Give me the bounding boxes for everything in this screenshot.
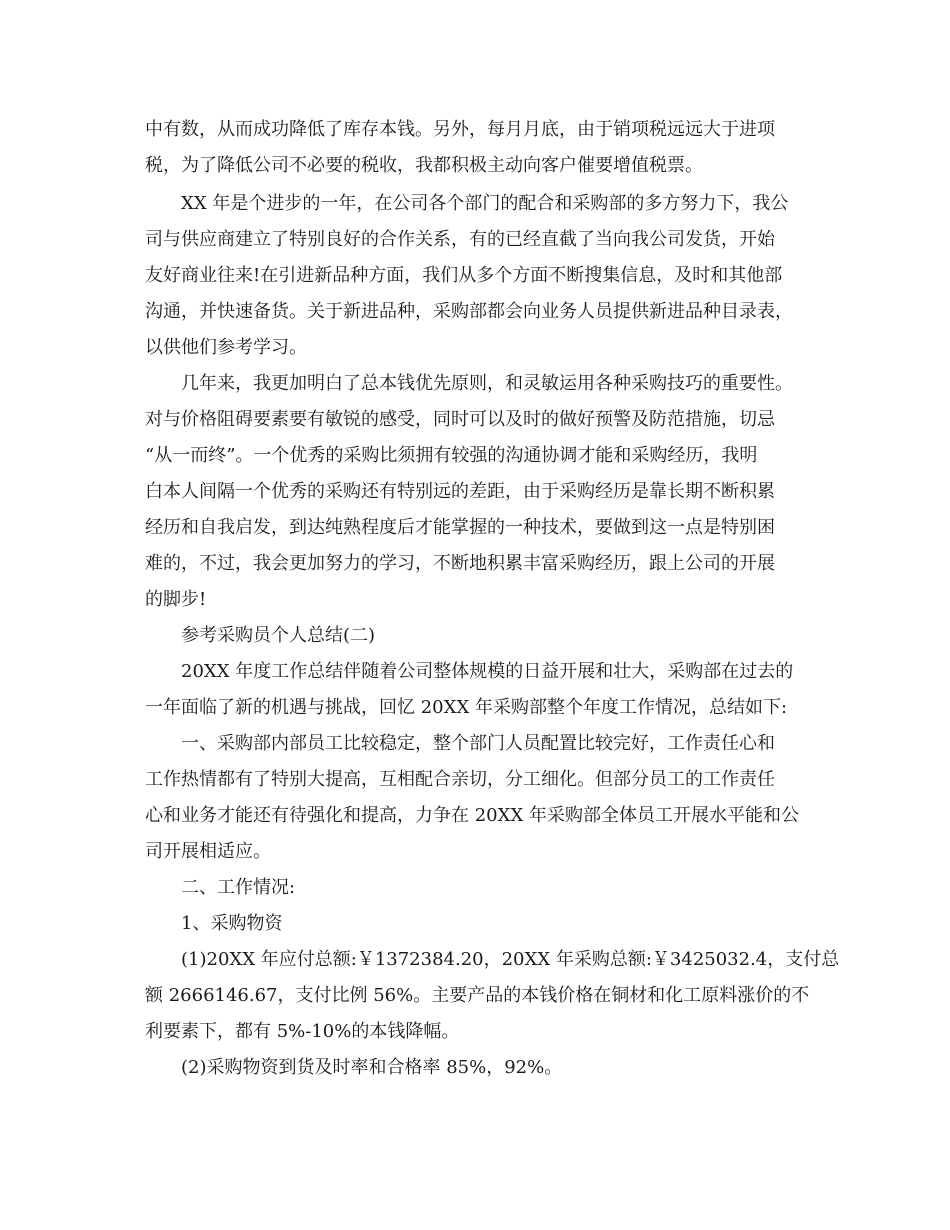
paragraph-line: 中有数，从而成功降低了库存本钱。另外，每月月底，由于销项税远远大于进项 [145, 119, 775, 140]
paragraph-line: (2)采购物资到货及时率和合格率 85%，92%。 [181, 1057, 563, 1078]
paragraph-line: 白本人间隔一个优秀的采购还有特别远的差距，由于采购经历是靠长期不断积累 [145, 481, 775, 502]
paragraph-line: “从一而终”。一个优秀的采购比须拥有较强的沟通协调才能和采购经历，我明 [145, 445, 758, 466]
paragraph-line: 难的，不过，我会更加努力的学习，不断地积累丰富采购经历，跟上公司的开展 [145, 553, 775, 574]
section-heading: 二、工作情况: [181, 877, 296, 898]
paragraph-line: 友好商业往来!在引进新品种方面，我们从多个方面不断搜集信息，及时和其他部 [145, 265, 783, 286]
paragraph-line: 的脚步! [145, 589, 207, 610]
paragraph-line: 对与价格阻碍要素要有敏锐的感受，同时可以及时的做好预警及防范措施，切忌 [145, 409, 775, 430]
paragraph-line: 利要素下，都有 5%-10%的本钱降幅。 [145, 1021, 460, 1042]
paragraph-line: XX 年是个进步的一年，在公司各个部门的配合和采购部的多方努力下，我公 [181, 193, 789, 214]
paragraph-line: 司与供应商建立了特别良好的合作关系，有的已经直截了当向我公司发货，开始 [145, 229, 775, 250]
paragraph-line: 几年来，我更加明白了总本钱优先原则，和灵敏运用各种采购技巧的重要性。 [181, 373, 793, 394]
paragraph-line: 税，为了降低公司不必要的税收，我都积极主动向客户催要增值税票。 [145, 155, 703, 176]
paragraph-line: 20XX 年度工作总结伴随着公司整体规模的日益开展和壮大，采购部在过去的 [181, 661, 794, 682]
paragraph-line: 心和业务才能还有待强化和提高，力争在 20XX 年采购部全体员工开展水平能和公 [145, 805, 799, 826]
paragraph-line: 以供他们参考学习。 [145, 337, 307, 358]
paragraph-line: 一年面临了新的机遇与挑战，回忆 20XX 年采购部整个年度工作情况，总结如下: [145, 697, 788, 718]
section-heading: 参考采购员个人总结(二) [181, 625, 376, 646]
paragraph-line: 经历和自我启发，到达纯熟程度后才能掌握的一种技术，要做到这一点是特别困 [145, 517, 775, 538]
paragraph-line: 工作热情都有了特别大提高，互相配合亲切，分工细化。但部分员工的工作责任 [145, 769, 775, 790]
subsection-heading: 1、采购物资 [181, 913, 283, 934]
paragraph-line: 一、采购部内部员工比较稳定，整个部门人员配置比较完好，工作责任心和 [181, 733, 775, 754]
paragraph-line: 额 2666146.67，支付比例 56%。主要产品的本钱价格在铜材和化工原料涨价的不 [145, 985, 810, 1006]
paragraph-line: 司开展相适应。 [145, 841, 271, 862]
paragraph-line: (1)20XX 年应付总额:￥1372384.20，20XX 年采购总额:￥3425032.4，支付总 [181, 949, 840, 970]
paragraph-line: 沟通，并快速备货。关于新进品种，采购部都会向业务人员提供新进品种目录表， [145, 301, 793, 322]
